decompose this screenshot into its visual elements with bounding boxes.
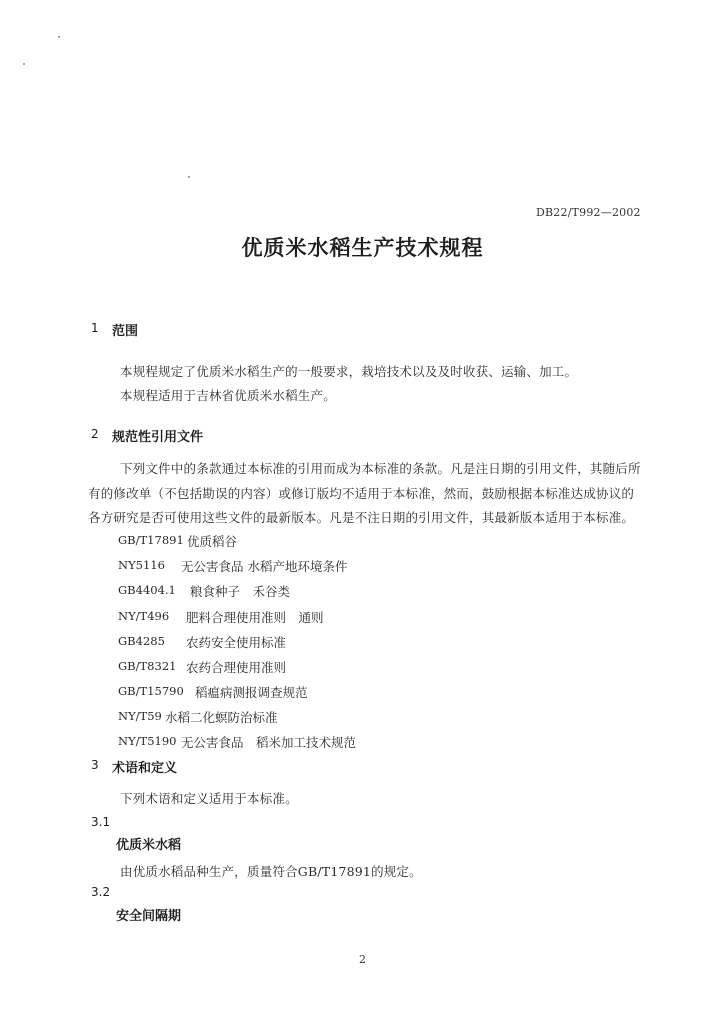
term-heading: 优质米水稻 bbox=[116, 838, 182, 853]
reference-title: 粮食种子 禾谷类 bbox=[190, 584, 291, 599]
reference-code: GB4404.1 bbox=[118, 583, 176, 597]
reference-code: NY/T59 bbox=[118, 709, 162, 723]
reference-title: 无公害食品 水稻产地环境条件 bbox=[181, 559, 348, 574]
reference-title: 农药合理使用准则 bbox=[186, 660, 287, 675]
section-1-number: 1 bbox=[91, 321, 99, 335]
term-heading: 安全间隔期 bbox=[116, 909, 182, 924]
subsection-3-1-number: 3.1 bbox=[91, 815, 111, 829]
page-title: 优质米水稻生产技术规程 bbox=[241, 235, 484, 260]
scan-speck bbox=[188, 176, 190, 178]
reference-title: 无公害食品 稻米加工技术规范 bbox=[181, 735, 357, 750]
section-3-title: 术语和定义 bbox=[112, 761, 178, 776]
reference-code: GB4285 bbox=[118, 634, 165, 648]
reference-code: NY5116 bbox=[118, 558, 165, 572]
section-1-paragraph: 本规程规定了优质米水稻生产的一般要求，栽培技术以及及时收获、运输、加工。 bbox=[120, 364, 578, 379]
section-1-title: 范围 bbox=[112, 324, 139, 339]
page-number: 2 bbox=[359, 953, 366, 966]
section-3-paragraph: 下列术语和定义适用于本标准。 bbox=[120, 791, 298, 806]
section-2-title: 规范性引用文件 bbox=[112, 430, 204, 445]
reference-title: 肥料合理使用准则 通则 bbox=[186, 610, 324, 625]
section-3-number: 3 bbox=[91, 758, 99, 772]
document-number: DB22/T992—2002 bbox=[536, 206, 641, 219]
reference-code: NY/T496 bbox=[118, 609, 170, 623]
reference-title: 水稻二化螟防治标准 bbox=[165, 710, 278, 725]
reference-code: GB/T15790 bbox=[118, 684, 184, 698]
scan-speck bbox=[23, 63, 25, 65]
reference-title: 农药安全使用标准 bbox=[186, 635, 287, 650]
section-2-paragraph: 有的修改单（不包括勘误的内容）或修订版均不适用于本标准，然而，鼓励根据本标准达成协议的 bbox=[88, 486, 635, 501]
reference-title: 稻瘟病测报调查规范 bbox=[195, 685, 308, 700]
section-2-number: 2 bbox=[91, 427, 99, 441]
reference-code: GB/T17891 bbox=[118, 533, 184, 547]
reference-code: GB/T8321 bbox=[118, 659, 177, 673]
term-definition: 由优质水稻品种生产，质量符合GB/T17891的规定。 bbox=[120, 864, 422, 879]
reference-code: NY/T5190 bbox=[118, 734, 177, 748]
section-2-paragraph: 下列文件中的条款通过本标准的引用而成为本标准的条款。凡是注日期的引用文件，其随后所 bbox=[120, 461, 641, 476]
scan-speck bbox=[58, 36, 60, 38]
subsection-3-2-number: 3.2 bbox=[91, 885, 111, 899]
section-2-paragraph: 各方研究是否可使用这些文件的最新版本。凡是不注日期的引用文件，其最新版本适用于本标准。 bbox=[88, 510, 635, 525]
reference-title: 优质稻谷 bbox=[187, 534, 238, 549]
section-1-paragraph: 本规程适用于吉林省优质米水稻生产。 bbox=[120, 388, 336, 403]
